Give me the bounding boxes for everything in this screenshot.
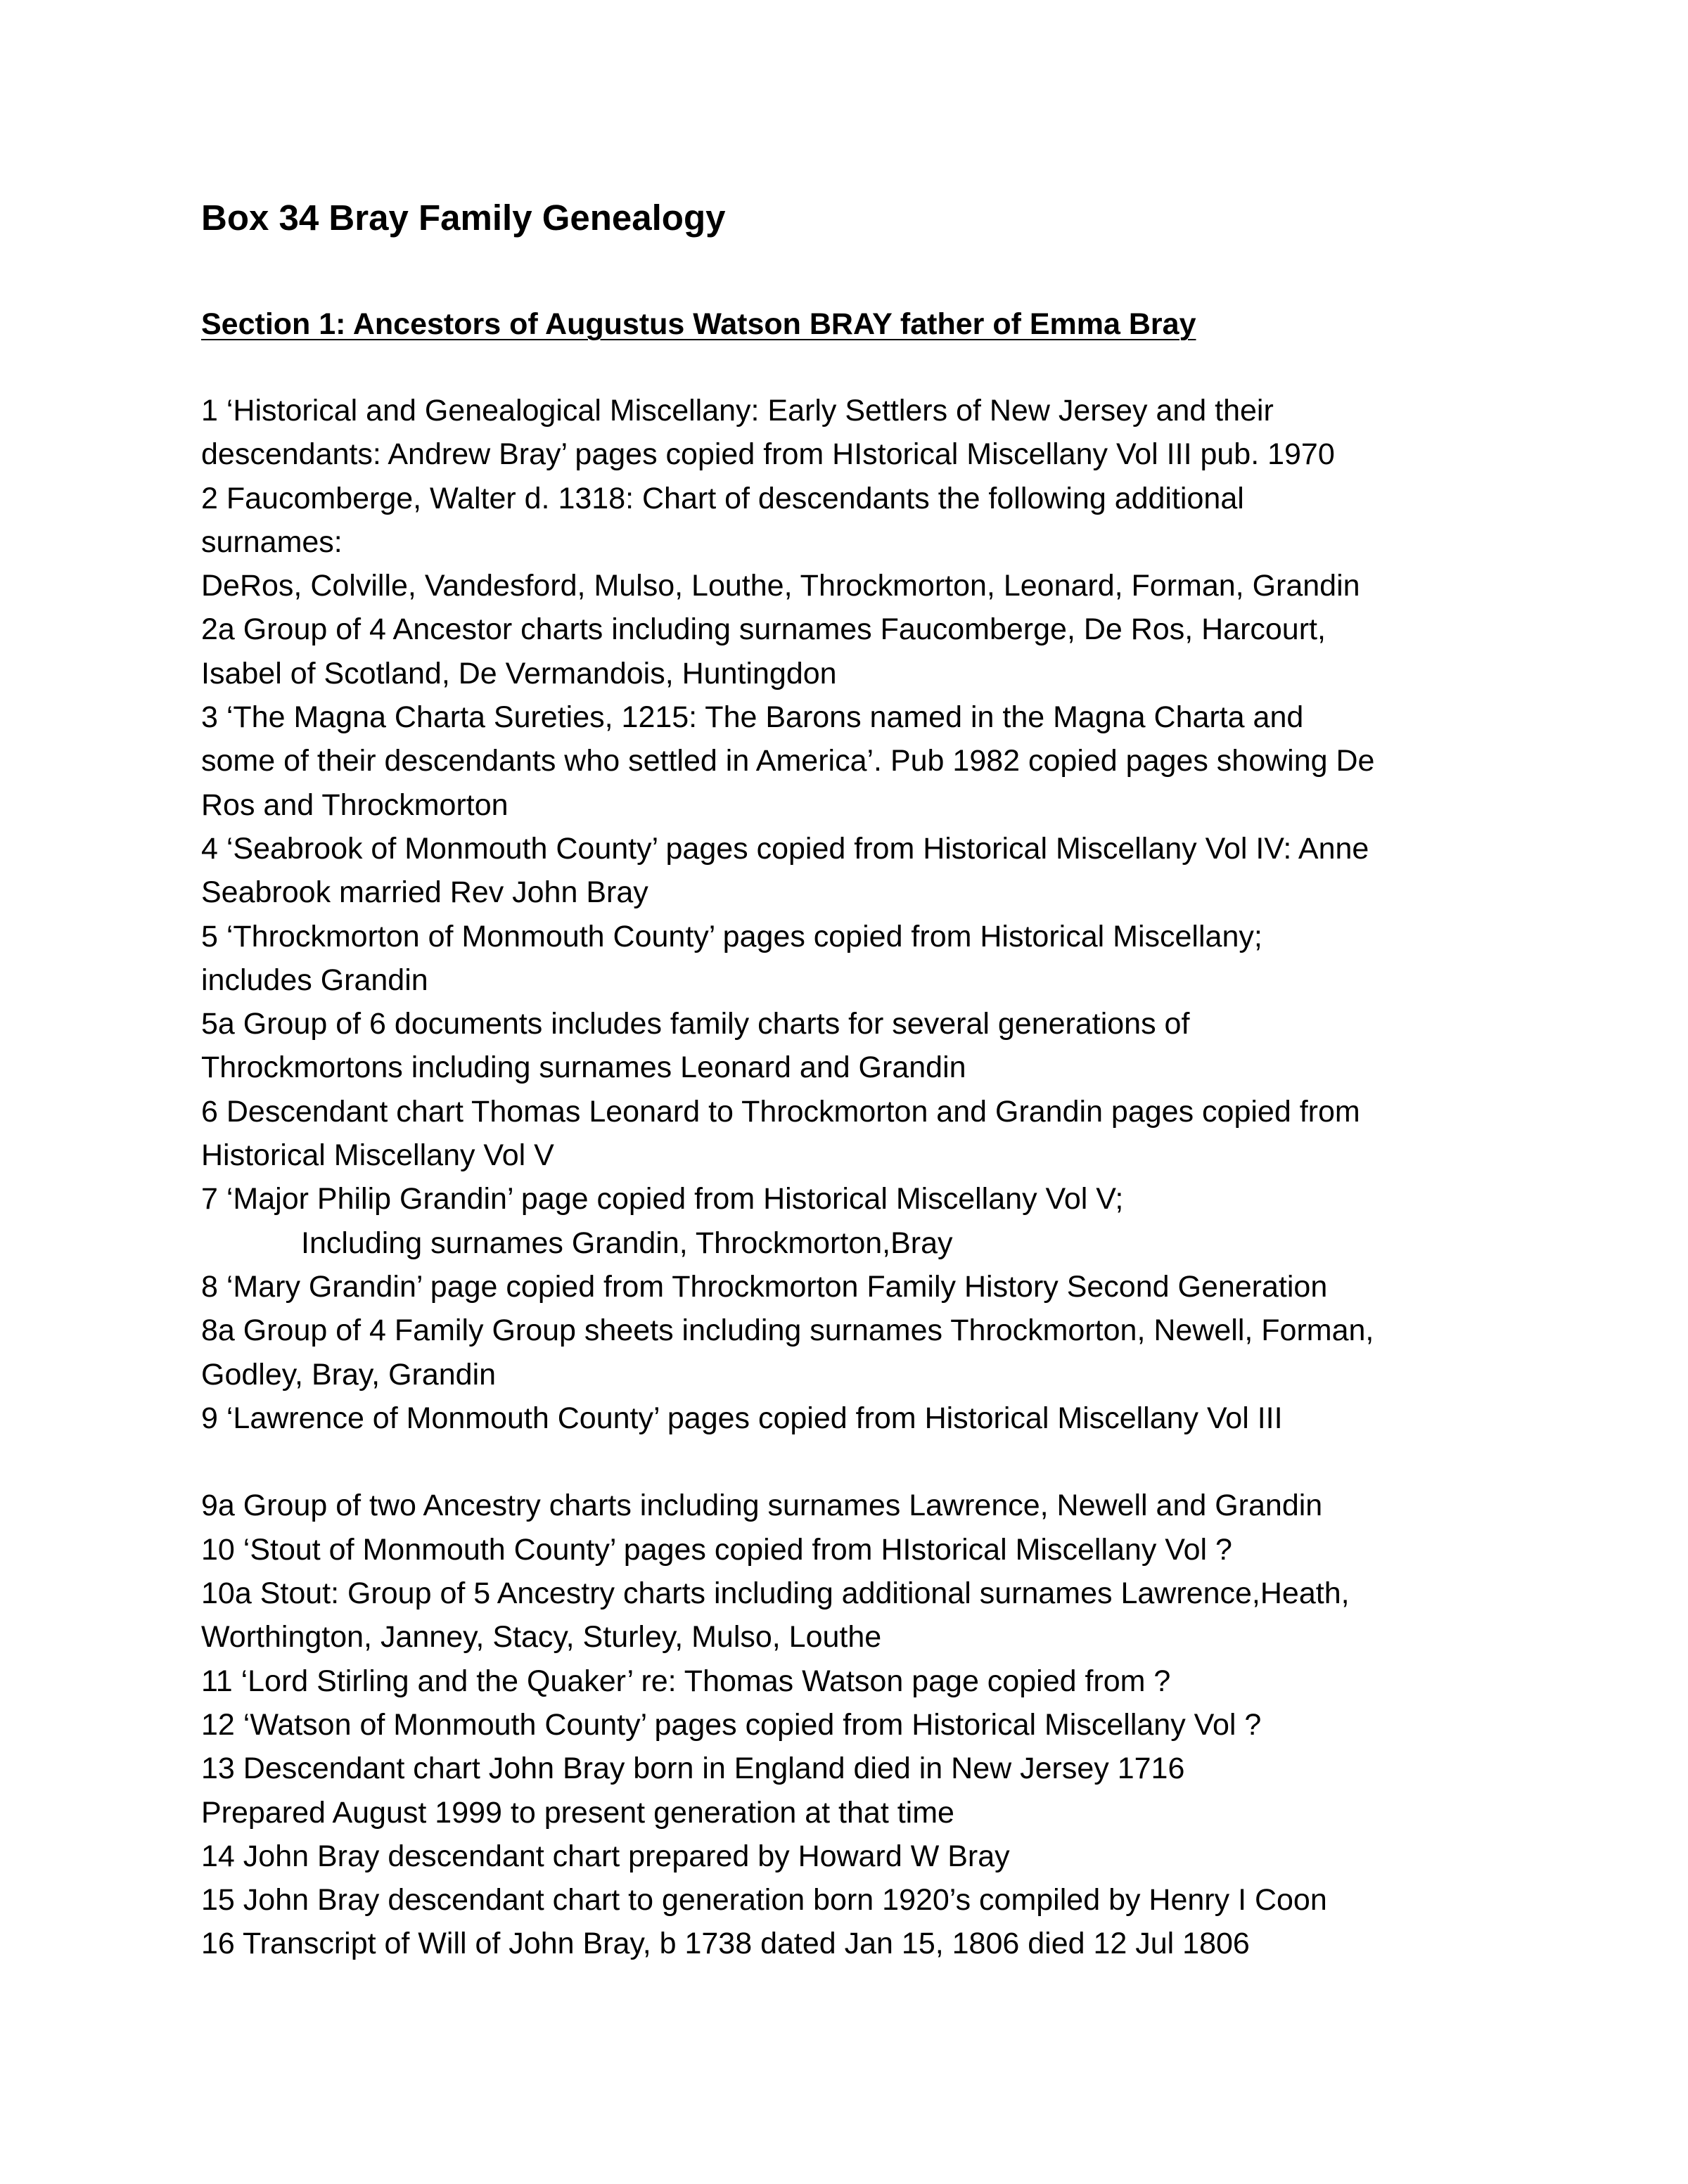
entry-line: 9a Group of two Ancestry charts including surnames Lawrence, Newell and Grandin bbox=[201, 1489, 1323, 1523]
entry-line: Seabrook married Rev John Bray bbox=[201, 875, 648, 910]
entry-line: 4 ‘Seabrook of Monmouth County’ pages copied from Historical Miscellany Vol IV: Anne bbox=[201, 831, 1369, 866]
entry-line: some of their descendants who settled in America’. Pub 1982 copied pages showing De bbox=[201, 744, 1375, 778]
section-heading: Section 1: Ancestors of Augustus Watson BRAY father of Emma Bray bbox=[201, 307, 1196, 341]
entry-line: 14 John Bray descendant chart prepared by Howard W Bray bbox=[201, 1839, 1010, 1873]
entry-list bbox=[201, 389, 1523, 1966]
entry-line: 16 Transcript of Will of John Bray, b 1738 dated Jan 15, 1806 died 12 Jul 1806 bbox=[201, 1927, 1250, 1961]
entry-line: Throckmortons including surnames Leonard and Grandin bbox=[201, 1051, 966, 1085]
entry-line: 13 Descendant chart John Bray born in England died in New Jersey 1716 bbox=[201, 1752, 1185, 1786]
entry-line: 2a Group of 4 Ancestor charts including surnames Faucomberge, De Ros, Harcourt, bbox=[201, 612, 1326, 647]
entry-line: 8a Group of 4 Family Group sheets including surnames Throckmorton, Newell, Forman, bbox=[201, 1313, 1374, 1348]
entry-line: 12 ‘Watson of Monmouth County’ pages copied from Historical Miscellany Vol ? bbox=[201, 1707, 1262, 1742]
entry-line: Godley, Bray, Grandin bbox=[201, 1357, 497, 1392]
entry-line: 15 John Bray descendant chart to generation born 1920’s compiled by Henry I Coon bbox=[201, 1883, 1327, 1918]
entry-line: DeRos, Colville, Vandesford, Mulso, Louthe, Throckmorton, Leonard, Forman, Grandin bbox=[201, 569, 1360, 603]
entry-line: Historical Miscellany Vol V bbox=[201, 1138, 554, 1173]
entry-line: 10a Stout: Group of 5 Ancestry charts including additional surnames Lawrence,Heath, bbox=[201, 1576, 1350, 1611]
entry-line: 5 ‘Throckmorton of Monmouth County’ pages copied from Historical Miscellany; bbox=[201, 919, 1262, 953]
entry-line: Ros and Throckmorton bbox=[201, 788, 509, 822]
entry-line: 6 Descendant chart Thomas Leonard to Throckmorton and Grandin pages copied from bbox=[201, 1094, 1360, 1129]
entry-line: 5a Group of 6 documents includes family charts for several generations of bbox=[201, 1007, 1190, 1041]
entry-line: 1 ‘Historical and Genealogical Miscellany: Early Settlers of New Jersey and their bbox=[201, 394, 1274, 428]
entry-line: surnames: bbox=[201, 525, 343, 559]
entry-line: 7 ‘Major Philip Grandin’ page copied from Historical Miscellany Vol V; bbox=[201, 1182, 1124, 1216]
entry-line: 11 ‘Lord Stirling and the Quaker’ re: Thomas Watson page copied from ? bbox=[201, 1664, 1171, 1698]
blank-line bbox=[201, 1440, 1523, 1484]
entry-line: 3 ‘The Magna Charta Sureties, 1215: The Barons named in the Magna Charta and bbox=[201, 700, 1304, 735]
entry-line: descendants: Andrew Bray’ pages copied from HIstorical Miscellany Vol III pub. 1970 bbox=[201, 437, 1335, 472]
entry-line-indented: Including surnames Grandin, Throckmorton,Bray bbox=[301, 1226, 953, 1260]
entry-line: 9 ‘Lawrence of Monmouth County’ pages copied from Historical Miscellany Vol III bbox=[201, 1401, 1283, 1435]
entry-line: Isabel of Scotland, De Vermandois, Huntingdon bbox=[201, 656, 837, 690]
document-title: Box 34 Bray Family Genealogy bbox=[201, 198, 726, 238]
entry-line: 8 ‘Mary Grandin’ page copied from Throckmorton Family History Second Generation bbox=[201, 1269, 1328, 1304]
entry-line: 10 ‘Stout of Monmouth County’ pages copied from HIstorical Miscellany Vol ? bbox=[201, 1532, 1232, 1567]
entry-line: 2 Faucomberge, Walter d. 1318: Chart of descendants the following additional bbox=[201, 481, 1244, 515]
entry-line: Prepared August 1999 to present generation at that time bbox=[201, 1795, 954, 1830]
entry-line: Worthington, Janney, Stacy, Sturley, Mulso, Louthe bbox=[201, 1620, 882, 1655]
entry-line: includes Grandin bbox=[201, 963, 428, 997]
